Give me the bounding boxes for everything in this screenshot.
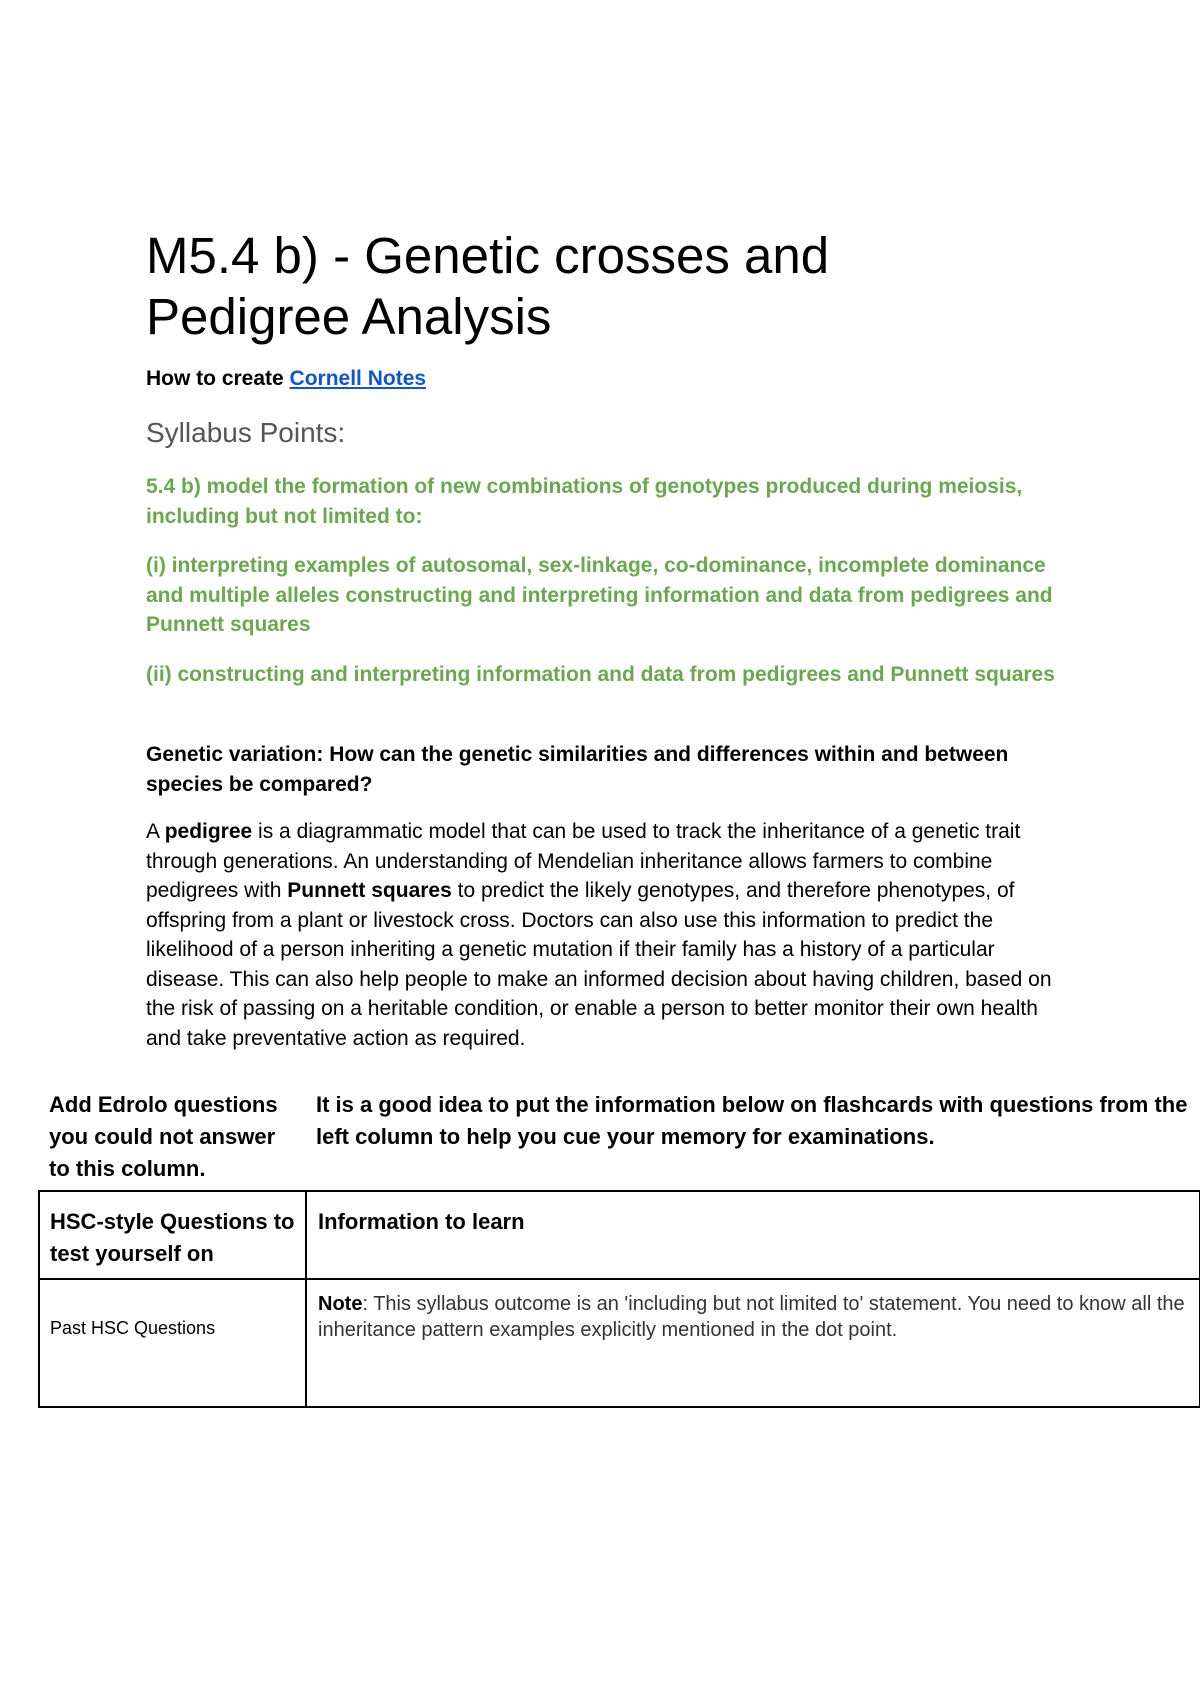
para-text-2: is a diagrammatic model that can be used to track the inheritance of a genetic trait through generations. An understanding of Mendelian inheritance allows farmers to combine pedigrees with <box>146 820 1021 902</box>
title-line-2: Pedigree Analysis <box>146 288 552 345</box>
right-column-instruction: It is a good idea to put the information below on flashcards with questions from the left column to help you cue your memory for examinations. <box>316 1092 1188 1149</box>
header-questions-label: HSC-style Questions to test yourself on <box>50 1209 295 1266</box>
title-line-1: M5.4 b) - Genetic crosses and <box>146 227 830 284</box>
syllabus-heading: Syllabus Points: <box>146 417 346 448</box>
para-bold-punnett: Punnett squares <box>287 879 452 902</box>
page-title <box>146 225 1046 347</box>
information-cell[interactable] <box>306 1279 1200 1407</box>
questions-cell[interactable] <box>39 1279 306 1407</box>
note-label: Note <box>318 1293 363 1315</box>
left-column-instruction: Add Edrolo questions you could not answer to this column. <box>49 1092 278 1181</box>
header-cell-information <box>306 1191 1200 1279</box>
header-information-label: Information to learn <box>318 1209 525 1234</box>
past-hsc-questions: Past HSC Questions <box>50 1318 216 1338</box>
syllabus-point-3: (ii) constructing and interpreting information and data from pedigrees and Punnett squares <box>146 663 1055 686</box>
cornell-notes-link[interactable]: Cornell Notes <box>289 367 427 390</box>
para-text-1: A <box>146 820 165 843</box>
note-text <box>307 1280 1199 1343</box>
para-bold-pedigree: pedigree <box>164 820 253 843</box>
header-cell-questions <box>39 1191 306 1279</box>
cornell-notes-line <box>146 367 426 391</box>
table-header-row <box>39 1191 1200 1279</box>
cornell-table <box>38 1190 1200 1408</box>
cornell-prefix: How to create <box>146 367 290 390</box>
syllabus-point-2: (i) interpreting examples of autosomal, sex-linkage, co-dominance, incomplete dominance and multiple alleles constructing and interpreting information and data from pedigrees and Punnett squares <box>146 554 1053 636</box>
para-text-3: to predict the likely genotypes, and therefore phenotypes, of offspring from a plant or livestock cross. Doctors can also use this information to predict the likelihood of a person inheriting a genetic mutation if their family has a history of a particular disease. This can also help people to make an informed decision about having children, based on the risk of passing on a heritable condition, or enable a person to better monitor their own health and take preventative action as required. <box>146 879 1052 1050</box>
syllabus-point-1: 5.4 b) model the formation of new combinations of genotypes produced during meiosis, including but not limited to: <box>146 475 1023 528</box>
intro-paragraph <box>146 817 1066 1053</box>
inquiry-question: Genetic variation: How can the genetic similarities and differences within and between species be compared? <box>146 743 1009 796</box>
note-body: : This syllabus outcome is an 'including but not limited to' statement. You need to know all the inheritance pattern examples explicitly mentioned in the dot point. <box>318 1293 1185 1341</box>
table-row <box>39 1279 1200 1407</box>
